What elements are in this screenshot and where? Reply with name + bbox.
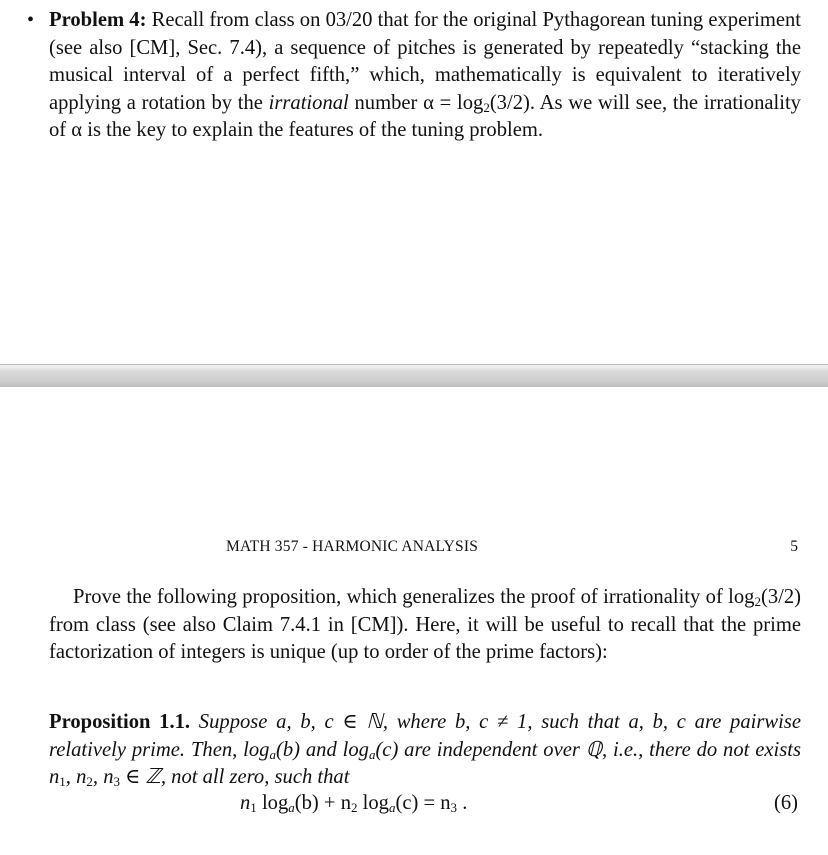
- eq-p6: .: [457, 792, 468, 814]
- proposition-text-d: ∈ ℤ, not all zero, such that: [119, 766, 350, 788]
- problem-label: Problem 4:: [49, 9, 147, 31]
- proposition-n1: 1: [59, 774, 66, 789]
- eq-p4: log: [357, 792, 389, 814]
- eq-s3: 2: [351, 800, 358, 815]
- prove-log-base: 2: [754, 594, 761, 609]
- problem-log-base: 2: [483, 99, 490, 115]
- eq-p1: n: [240, 792, 251, 814]
- problem-text-italic: irrational: [268, 91, 349, 114]
- eq-s5: 3: [450, 800, 458, 815]
- eq-p3: (b) + n: [294, 792, 351, 814]
- page-bottom: [0, 387, 828, 855]
- proposition-sub2: a: [368, 746, 376, 762]
- eq-p2: log: [256, 792, 289, 814]
- proposition-n3: 3: [113, 774, 120, 789]
- proposition-n2: 2: [86, 774, 93, 789]
- prove-text-b: (3/2) from class (see also Claim 7.4.1 in [CM]). Here, it will be useful to recall that the prime factorization of integers is unique (up to order of the prime factors):: [49, 586, 801, 663]
- proposition-comma1: , n: [65, 766, 87, 788]
- eq-s4: a: [388, 800, 396, 815]
- page-top: [0, 0, 828, 365]
- problem-text-c: (3/2). As we will see, the irrationality of α is the key to explain the features of the tuning problem.: [49, 91, 801, 141]
- page-separator: [0, 365, 828, 387]
- eq-p5: (c) = n: [395, 792, 451, 814]
- proposition-text-a: Suppose a, b, c ∈ ℕ, where b, c ≠ 1, such that a, b, c are pairwise relatively prime. Then, log: [49, 711, 801, 761]
- eq-s1: 1: [250, 800, 257, 815]
- proposition-text-b: (b) and log: [275, 738, 369, 761]
- proposition-text-c: (c) are independent over ℚ, i.e., there do not exists n: [49, 738, 801, 788]
- problem-4-paragraph: [27, 7, 801, 145]
- proposition-paragraph: [49, 709, 801, 792]
- problem-text-a: Recall from class on 03/20 that for the original Pythagorean tuning experiment (see also [CM], Sec. 7.4), a sequence of pitches is generated by repeatedly “stacking the musical interval of a perfect fifth,” which, mathematically is equivalent to iteratively applying a rotation by the: [49, 9, 801, 114]
- proposition-sub1: a: [269, 746, 276, 762]
- running-header: MATH 357 - HARMONIC ANALYSIS: [226, 538, 479, 555]
- prove-text-a: Prove the following proposition, which generalizes the proof of irrationality of log: [73, 586, 755, 608]
- problem-text-b: number α = log: [348, 91, 484, 114]
- equation-6: [240, 792, 467, 815]
- equation-number: (6): [773, 792, 798, 814]
- prove-paragraph: [49, 584, 801, 667]
- page-number: 5: [790, 538, 798, 555]
- proposition-comma2: , n: [92, 766, 114, 788]
- bullet-icon: •: [27, 9, 35, 31]
- eq-s2: a: [288, 800, 295, 815]
- proposition-label: Proposition 1.1.: [49, 711, 191, 733]
